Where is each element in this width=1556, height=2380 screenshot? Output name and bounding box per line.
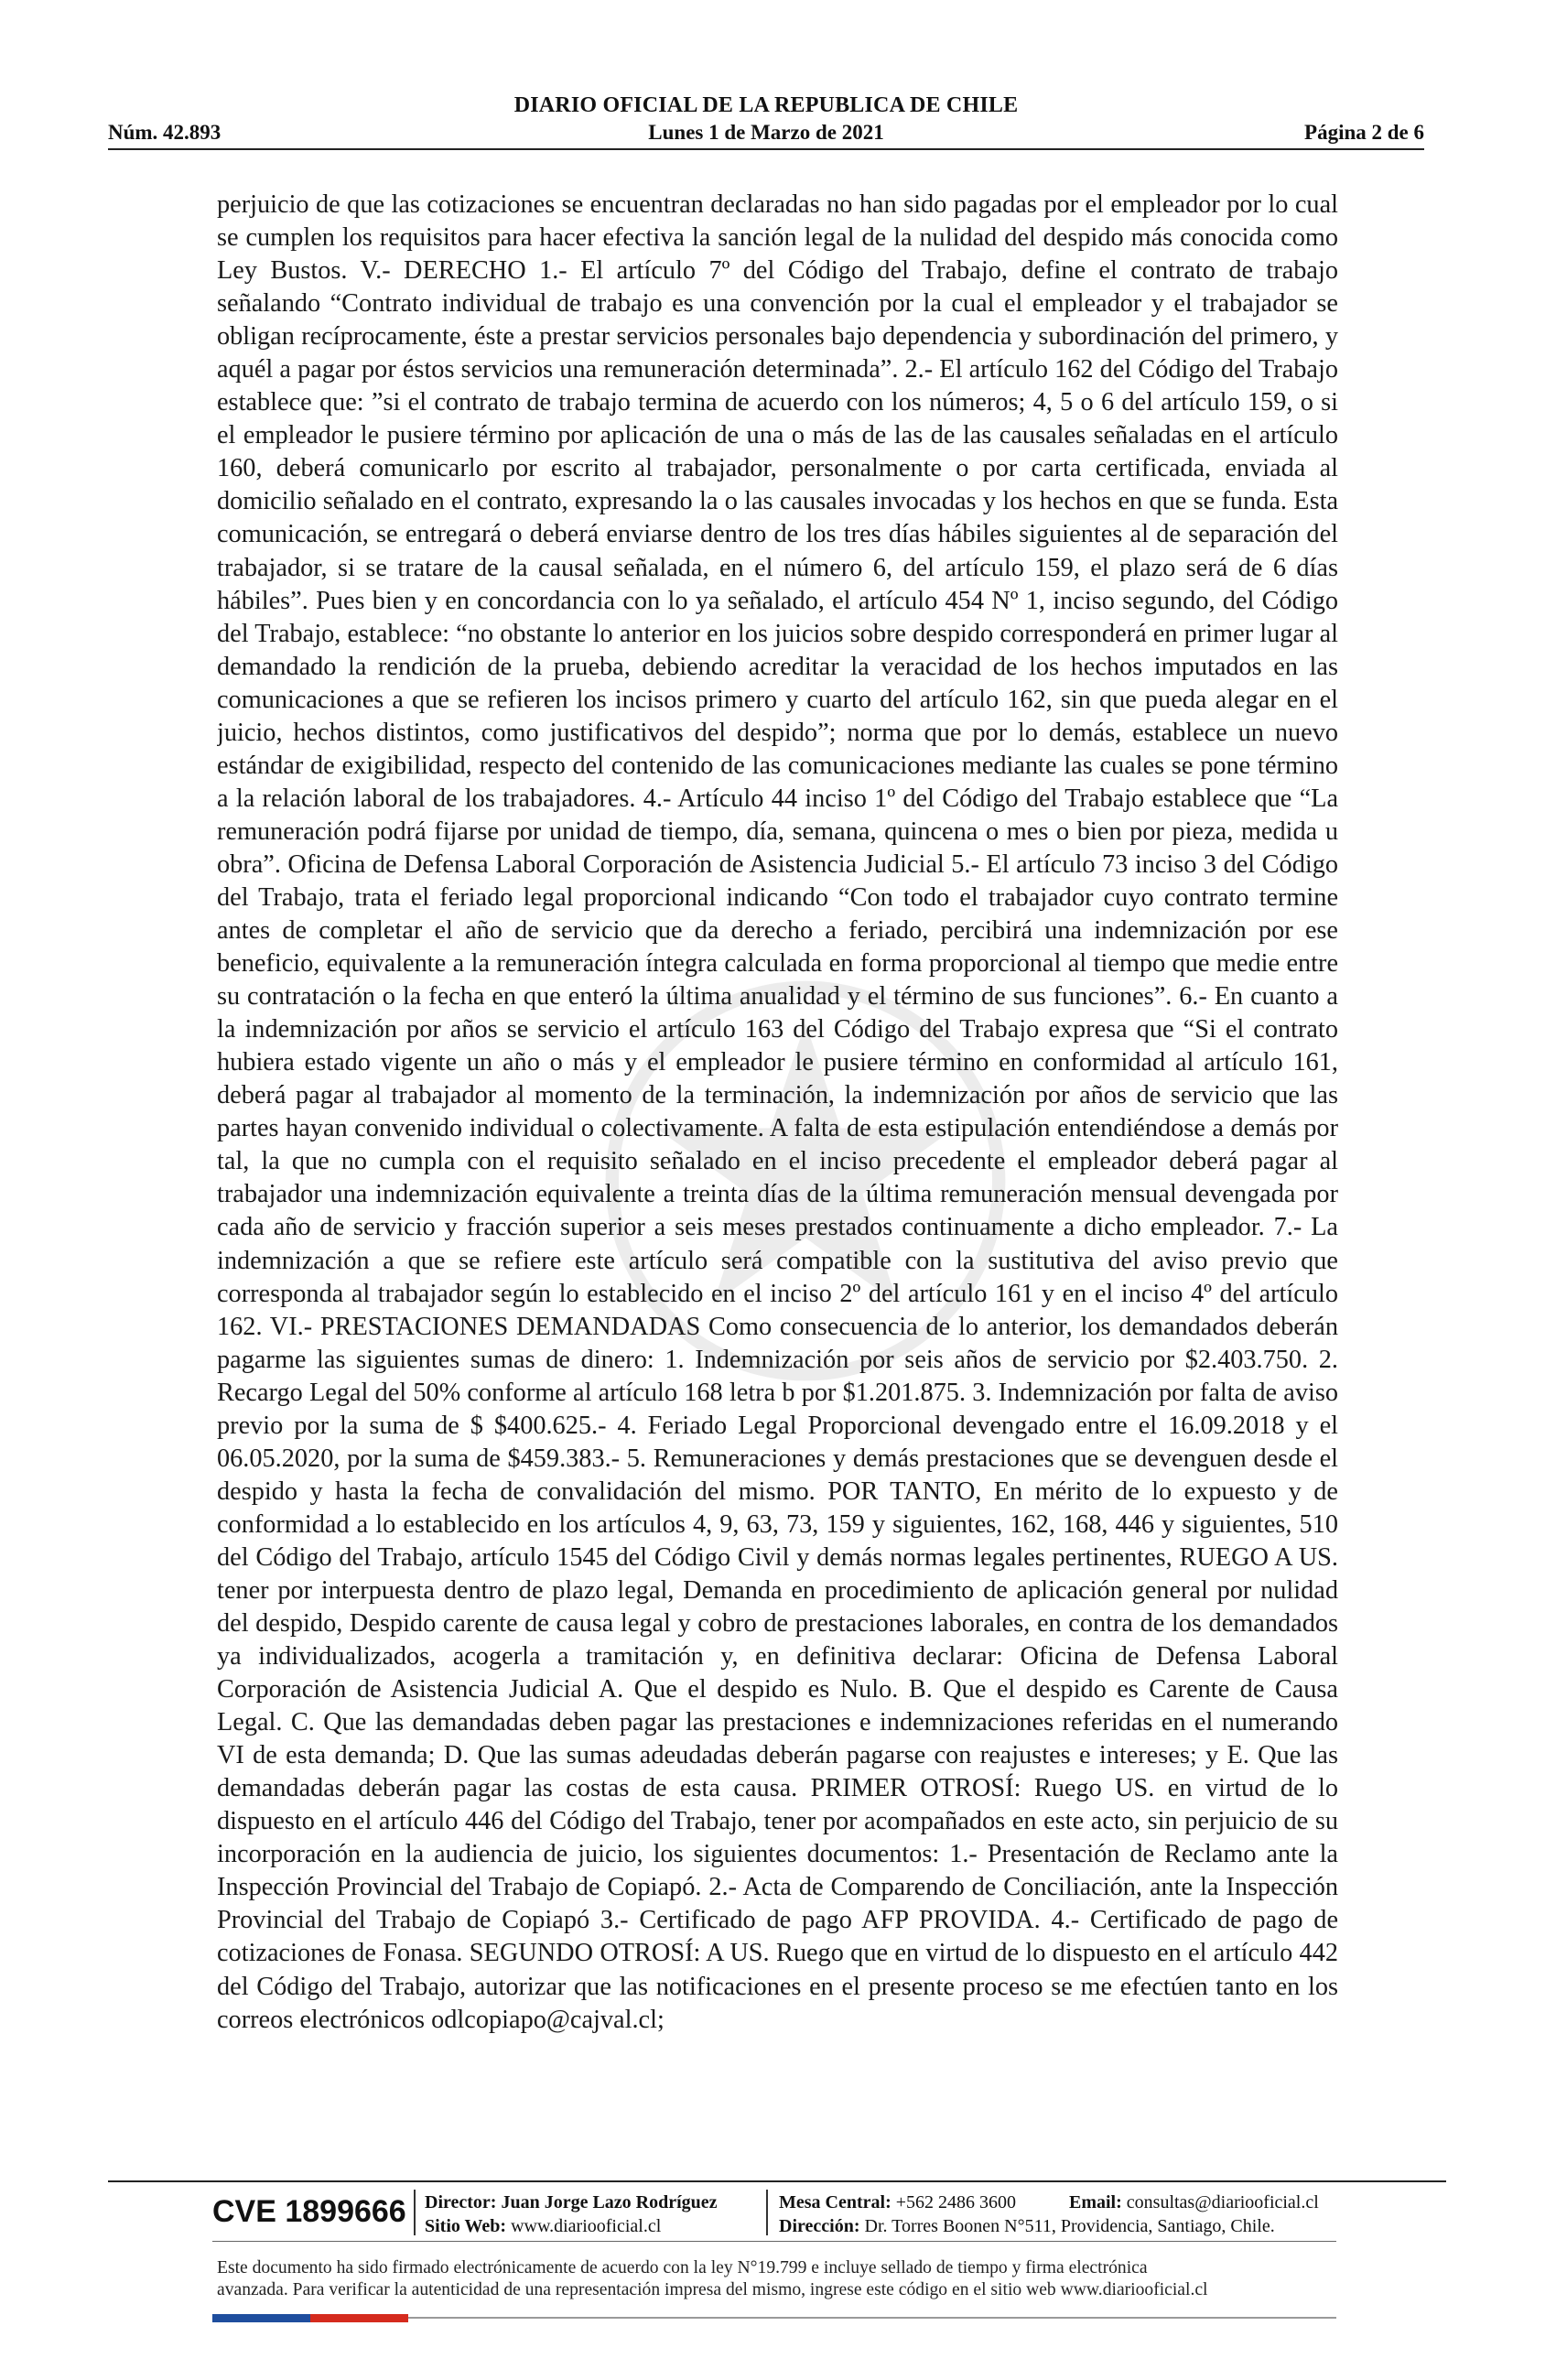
site-label: Sitio Web: [425,2216,507,2236]
director-name: Juan Jorge Lazo Rodríguez [501,2192,718,2212]
page-indicator: Página 2 de 6 [1304,121,1424,144]
cve-code[interactable]: CVE 1899666 [212,2194,406,2229]
flag-red-segment [310,2314,408,2322]
flag-blue-segment [212,2314,310,2322]
address-label: Dirección: [779,2216,860,2236]
contact-info [779,2191,1335,2238]
page-header [108,93,1424,148]
issue-date: Lunes 1 de Marzo de 2021 [648,121,884,144]
flag-rule [408,2317,1336,2319]
publication-title: DIARIO OFICIAL DE LA REPUBLICA DE CHILE [513,93,1019,117]
footer-divider [108,2180,1446,2182]
issue-number: Núm. 42.893 [108,121,222,144]
mesa-phone: +562 2486 3600 [895,2192,1017,2212]
body-paragraph: perjuicio de que las cotizaciones se encuentran declaradas no han sido pagadas por el empleador por lo cual se cumplen los requisitos para hacer efectiva la sanción legal de la nulidad del despido más conocida como Ley Bustos. V.- DERECHO 1.- El artículo 7º del Código del Trabajo, define el contrato de trabajo señalando “Contrato individual de trabajo es una convención por la cual el empleador y el trabajador se obligan recíprocamente, éste a prestar servicios personales bajo dependencia y subordinación del primero, y aquél a pagar por éstos servicios una remuneración determinada”. 2.- El artículo 162 del Código del Trabajo establece que: ”si el contrato de trabajo termina de acuerdo con los números; 4, 5 o 6 del artículo 159, o si el empleador le pusiere término por aplicación de una o más de las de las causales señaladas en el artículo 160, deberá comunicarlo por escrito al trabajador, personalmente o por carta certificada, enviada al domicilio señalado en el contrato, expresando la o las causales invocadas y los hechos en que se funda. Esta comunicación, se entregará o deberá enviarse dentro de los tres días hábiles siguientes al de separación del trabajador, si se tratare de la causal señalada, en el número 6, del artículo 159, el plazo será de 6 días hábiles”. Pues bien y en concordancia con lo ya señalado, el artículo 454 Nº 1, inciso segundo, del Código del Trabajo, establece: “no obstante lo anterior en los juicios sobre despido corresponderá en primer lugar al demandado la rendición de la prueba, debiendo acreditar la veracidad de los hechos imputados en las comunicaciones a que se refieren los incisos primero y cuarto del artículo 162, sin que pueda alegar en el juicio, hechos distintos, como justificativos del despido”; norma que por lo demás, establece un nuevo estándar de exigibilidad, respecto del contenido de las comunicaciones mediante las cuales se pone término a la relación laboral de los trabajadores. 4.- Artículo 44 inciso 1º del Código del Trabajo establece que “La remuneración podrá fijarse por unidad de tiempo, día, semana, quincena o mes o bien por pieza, medida u obra”. Oficina de Defensa Laboral Corporación de Asistencia Judicial 5.- El artículo 73 inciso 3 del Código del Trabajo, trata el feriado legal proporcional indicando “Con todo el trabajador cuyo contrato termine antes de completar el año de servicio que da derecho a feriado, percibirá una indemnización por ese beneficio, equivalente a la remuneración íntegra calculada en forma proporcional al tiempo que medie entre su contratación o la fecha en que enteró la última anualidad y el término de sus funciones”. 6.- En cuanto a la indemnización por años se servicio el artículo 163 del Código del Trabajo expresa que “Si el contrato hubiera estado vigente un año o más y el empleador le pusiere término en conformidad al artículo 161, deberá pagar al trabajador al momento de la terminación, la indemnización por años de servicio que las partes hayan convenido individual o colectivamente. A falta de esta estipulación entendiéndose a demás por tal, la que no cumpla con el requisito señalado en el inciso precedente el empleador deberá pagar al trabajador una indemnización equivalente a treinta días de la última remuneración mensual devengada por cada año de servicio y fracción superior a seis meses prestados continuamente a dicho empleador. 7.- La indemnización a que se refiere este artículo será compatible con la sustitutiva del aviso previo que corresponda al trabajador según lo establecido en el inciso 2º del artículo 161 y en el inciso 4º del artículo 162. VI.- PRESTACIONES DEMANDADAS Como consecuencia de lo anterior, los demandados deberán pagarme las siguientes sumas de dinero: 1. Indemnización por seis años de servicio por $2.403.750. 2. Recargo Legal del 50% conforme al artículo 168 letra b por $1.201.875. 3. Indemnización por falta de aviso previo por la suma de $ $400.625.- 4. Feriado Legal Proporcional devengado entre el 16.09.2018 y el 06.05.2020, por la suma de $459.383.- 5. Remuneraciones y demás prestaciones que se devenguen desde el despido y hasta la fecha de convalidación del mismo. POR TANTO, En mérito de lo expuesto y de conformidad a lo establecido en los artículos 4, 9, 63, 73, 159 y siguientes, 162, 168, 446 y siguientes, 510 del Código del Trabajo, artículo 1545 del Código Civil y demás normas legales pertinentes, RUEGO A US. tener por interpuesta dentro de plazo legal, Demanda en procedimiento de aplicación general por nulidad del despido, Despido carente de causa legal y cobro de prestaciones laborales, en contra de los demandados ya individualizados, acogerla a tramitación y, en definitiva declarar: Oficina de Defensa Laboral Corporación de Asistencia Judicial A. Que el despido es Nulo. B. Que el despido es Carente de Causa Legal. C. Que las demandadas deben pagar las prestaciones e indemnizaciones referidas en el numerando VI de esta demanda; D. Que las sumas adeudadas deberán pagarse con reajustes e intereses; y E. Que las demandadas deberán pagar las costas de esta causa. PRIMER OTROSÍ: Ruego US. en virtud de lo dispuesto en el artículo 446 del Código del Trabajo, tener por acompañados en este acto, sin perjuicio de su incorporación en la audiencia de juicio, los siguientes documentos: 1.- Presentación de Reclamo ante la Inspección Provincial del Trabajo de Copiapó. 2.- Acta de Comparendo de Conciliación, ante la Inspección Provincial del Trabajo de Copiapó 3.- Certificado de pago AFP PROVIDA. 4.- Certificado de pago de cotizaciones de Fonasa. SEGUNDO OTROSÍ: A US. Ruego que en virtud de lo dispuesto en el artículo 442 del Código del Trabajo, autorizar que las notificaciones en el presente proceso se me efectúen tanto en los correos electrónicos odlcopiapo@cajval.cl; [217,190,1338,2034]
footer-inner-divider [212,2241,1336,2242]
address-value: Dr. Torres Boonen N°511, Providencia, Santiago, Chile. [864,2216,1275,2236]
header-divider [108,148,1424,150]
director-info [425,2191,718,2238]
director-label: Director: [425,2192,497,2212]
legal-line: Este documento ha sido firmado electrónicamente de acuerdo con la ley N°19.799 e incluye sellado de tiempo y firma electrónica [217,2258,1148,2277]
flag-stripe [212,2314,408,2322]
email-link[interactable]: consultas@diariooficial.cl [1126,2192,1319,2212]
email-label: Email: [1069,2192,1122,2212]
site-link[interactable]: www.diariooficial.cl [511,2216,662,2236]
document-body [217,189,1338,2129]
footer-separator [414,2190,416,2235]
legal-notice [217,2257,1336,2301]
legal-line: avanzada. Para verificar la autenticidad de una representación impresa del mismo, ingrese este código en el sitio web www.diariooficial.cl [217,2280,1208,2299]
footer-separator [766,2190,768,2235]
mesa-label: Mesa Central: [779,2192,891,2212]
